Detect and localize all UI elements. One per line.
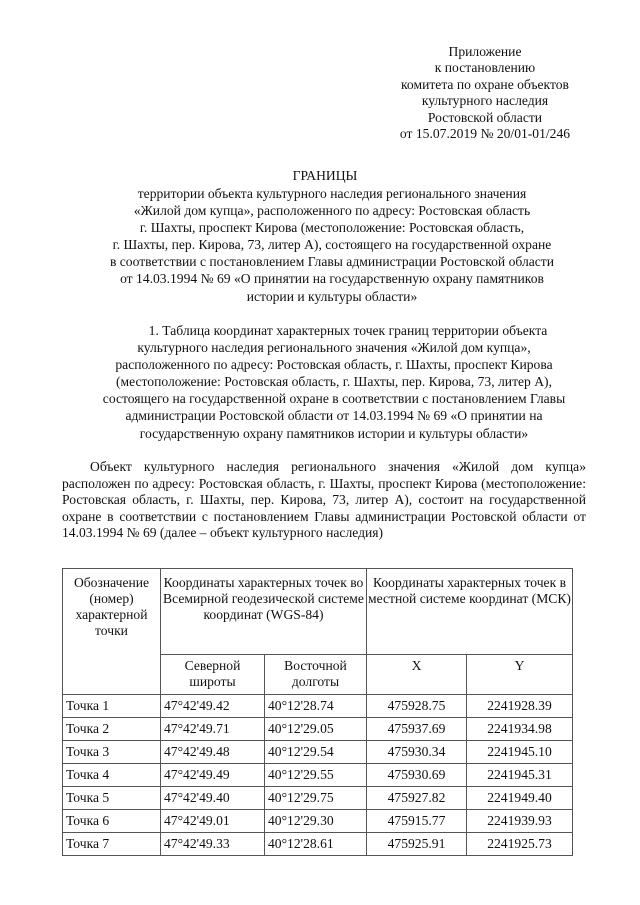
y-value: 2241949.40: [467, 787, 573, 810]
document-subtitle: [60, 185, 604, 305]
subtitle-line: г. Шахты, проспект Кирова (местоположение: Ростовская область,: [139, 220, 525, 236]
table-row: [63, 787, 573, 810]
section-1-heading: [70, 322, 598, 442]
subtitle-line: г. Шахты, пер. Кирова, 73, литер А), состоящего на государственной охране: [112, 237, 552, 253]
point-id: Точка 3: [63, 741, 161, 764]
appendix-line: комитета по охране объектов: [401, 76, 569, 92]
x-value: 475915.77: [367, 810, 467, 833]
subtitle-line: истории и культуры области»: [246, 288, 418, 304]
document-title: ГРАНИЦЫ: [292, 168, 358, 183]
east-longitude: 40°12'28.61: [265, 833, 367, 856]
point-id: Точка 1: [63, 695, 161, 718]
object-description-text: Объект культурного наследия регионального значения «Жилой дом купца» расположен по адресу: Ростовская область, г. Шахты, проспект Кирова (местоположение: Ростовская область, г. Шахты, пер. Кирова, 73, литер А), состоит на государственной охране в соответствии с постановлением Главы администрации Ростовской области от 14.03.1994 № 69 (далее – объект культурного наследия): [62, 459, 586, 541]
header-point-id: Обозначение (номер) характерной точки: [63, 569, 161, 695]
table-row: [63, 810, 573, 833]
table-row: [63, 695, 573, 718]
appendix-line: Приложение: [448, 44, 522, 59]
x-value: 475928.75: [367, 695, 467, 718]
appendix-line: к постановлению: [434, 60, 536, 76]
x-value: 475937.69: [367, 718, 467, 741]
east-longitude: 40°12'29.05: [265, 718, 367, 741]
north-latitude: 47°42'49.48: [161, 741, 265, 764]
header-east-longitude: Восточной долготы: [265, 655, 367, 695]
y-value: 2241925.73: [467, 833, 573, 856]
east-longitude: 40°12'29.55: [265, 764, 367, 787]
north-latitude: 47°42'49.42: [161, 695, 265, 718]
east-longitude: 40°12'28.74: [265, 695, 367, 718]
north-latitude: 47°42'49.71: [161, 718, 265, 741]
table-row: [63, 764, 573, 787]
x-value: 475925.91: [367, 833, 467, 856]
y-value: 2241934.98: [467, 718, 573, 741]
header-x: X: [367, 655, 467, 695]
y-value: 2241939.93: [467, 810, 573, 833]
point-id: Точка 4: [63, 764, 161, 787]
north-latitude: 47°42'49.01: [161, 810, 265, 833]
x-value: 475930.69: [367, 764, 467, 787]
east-longitude: 40°12'29.54: [265, 741, 367, 764]
appendix-line: культурного наследия: [421, 93, 549, 109]
table-row: [63, 741, 573, 764]
section-1-line: 1. Таблица координат характерных точек границ территории объекта: [148, 323, 548, 338]
section-1-line: культурного наследия регионального значения «Жилой дом купца»,: [137, 340, 531, 356]
y-value: 2241945.10: [467, 741, 573, 764]
subtitle-line: в соответствии с постановлением Главы администрации Ростовской области: [109, 254, 555, 270]
subtitle-line: «Жилой дом купца», расположенного по адресу: Ростовская область: [133, 203, 531, 219]
point-id: Точка 7: [63, 833, 161, 856]
table-row: [63, 718, 573, 741]
section-1-line: (местоположение: Ростовская область, г. Шахты, пер. Кирова, 73, литер А),: [116, 374, 552, 390]
subtitle-line: территории объекта культурного наследия регионального значения: [137, 186, 527, 201]
section-1-line: государственную охрану памятников истории и культуры области»: [139, 425, 529, 441]
y-value: 2241945.31: [467, 764, 573, 787]
appendix-line: от 15.07.2019 № 20/01-01/246: [399, 126, 571, 142]
y-value: 2241928.39: [467, 695, 573, 718]
east-longitude: 40°12'29.75: [265, 787, 367, 810]
x-value: 475927.82: [367, 787, 467, 810]
appendix-line: Ростовской области: [427, 109, 543, 125]
section-1-line: администрации Ростовской области от 14.03.1994 № 69 «О принятии на: [125, 408, 543, 424]
section-1-line: состоящего на государственной охране в соответствии с постановлением Главы: [102, 391, 566, 407]
object-description: [62, 459, 586, 542]
appendix-block: [360, 44, 610, 142]
header-wgs84: Координаты характерных точек во Всемирной геодезической системе координат (WGS-84): [161, 569, 367, 655]
east-longitude: 40°12'29.30: [265, 810, 367, 833]
point-id: Точка 2: [63, 718, 161, 741]
point-id: Точка 5: [63, 787, 161, 810]
point-id: Точка 6: [63, 810, 161, 833]
table-row: [63, 833, 573, 856]
north-latitude: 47°42'49.33: [161, 833, 265, 856]
header-msk: Координаты характерных точек в местной системе координат (МСК): [367, 569, 573, 655]
subtitle-line: от 14.03.1994 № 69 «О принятии на государственную охрану памятников: [120, 271, 544, 287]
north-latitude: 47°42'49.49: [161, 764, 265, 787]
north-latitude: 47°42'49.40: [161, 787, 265, 810]
x-value: 475930.34: [367, 741, 467, 764]
header-y: Y: [467, 655, 573, 695]
coordinates-table: [62, 568, 573, 856]
header-north-latitude: Северной широты: [161, 655, 265, 695]
section-1-line: расположенного по адресу: Ростовская область, г. Шахты, проспект Кирова: [115, 357, 553, 373]
